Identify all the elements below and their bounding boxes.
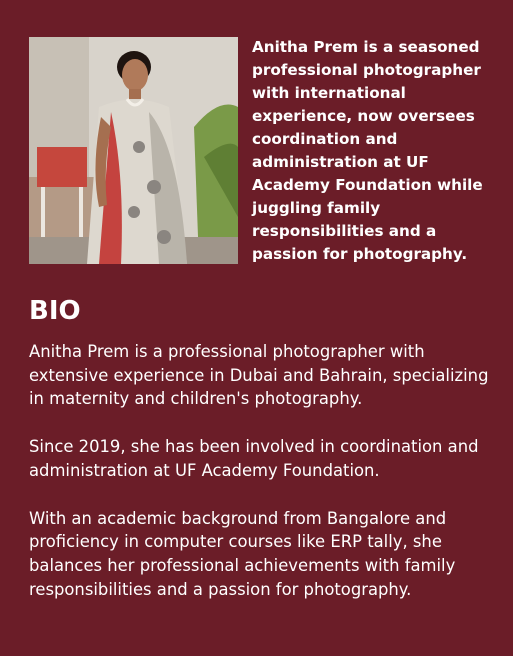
bio-content bbox=[29, 340, 499, 625]
bio-paragraph: Since 2019, she has been involved in coordination and administration at UF Academy Foundation. bbox=[29, 437, 479, 480]
bio-paragraph: Anitha Prem is a professional photographer with extensive experience in Dubai and Bahrain, specializing in maternity and children's photography. bbox=[29, 342, 489, 409]
portrait-photo-icon bbox=[29, 37, 238, 264]
profile-header bbox=[29, 37, 489, 266]
profile-summary: Anitha Prem is a seasoned professional photographer with international experience, now oversees coordination and administration at UF Academy Foundation while juggling family responsibilities and a passion for photography. bbox=[252, 38, 483, 263]
bio-heading: BIO bbox=[29, 296, 81, 326]
bio-paragraph: With an academic background from Bangalore and proficiency in computer courses like ERP tally, she balances her professional achievements with family responsibilities and a passion for photography. bbox=[29, 508, 456, 599]
profile-photo bbox=[29, 37, 238, 264]
